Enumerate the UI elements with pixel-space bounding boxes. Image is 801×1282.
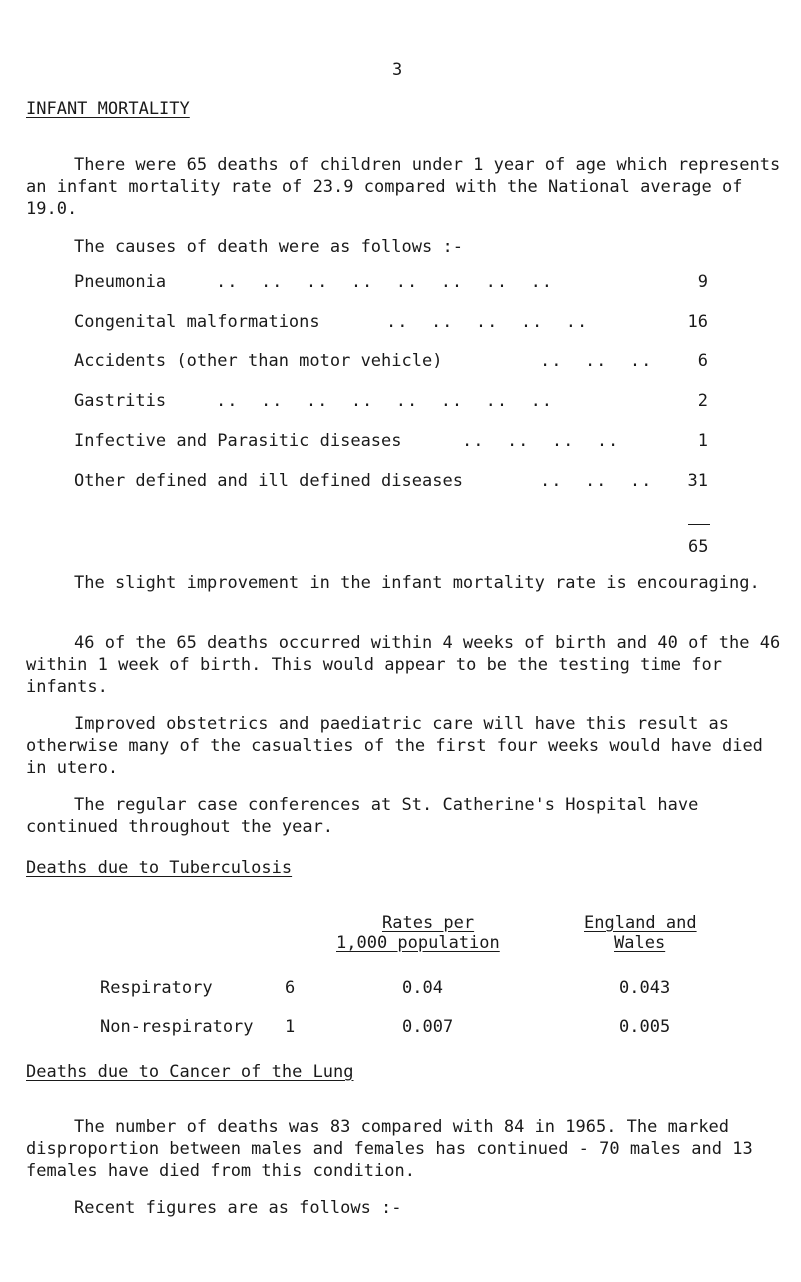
cancer-heading: Deaths due to Cancer of the Lung xyxy=(26,1062,354,1082)
total-rule xyxy=(688,524,710,525)
cause-value: 6 xyxy=(697,351,708,371)
tb-heading: Deaths due to Tuberculosis xyxy=(26,858,293,878)
causes-total: 65 xyxy=(688,537,709,557)
leader-dots: .. .. .. xyxy=(540,471,653,491)
leader-dots: .. .. .. xyxy=(540,351,653,371)
cause-value: 1 xyxy=(697,431,708,451)
cancer-paragraph: The number of deaths was 83 compared with 84 in 1965. The marked disproportion between males and females has continued - 70 males and 13 females have died from this condition. xyxy=(26,1117,753,1181)
row-ew-rate: 0.043 xyxy=(619,978,671,998)
row-label: Non-respiratory xyxy=(100,1017,254,1037)
col-ew-header-2: Wales xyxy=(614,933,666,953)
cause-value: 31 xyxy=(687,471,708,491)
cause-value: 2 xyxy=(697,391,708,411)
row-rate: 0.04 xyxy=(402,978,443,998)
cause-label: Accidents (other than motor vehicle) xyxy=(74,351,443,371)
paragraph-improvement: The slight improvement in the infant mortality rate is encouraging. xyxy=(74,573,760,593)
causes-heading: The causes of death were as follows :- xyxy=(74,237,463,257)
row-label: Respiratory xyxy=(100,978,213,998)
cause-label: Infective and Parasitic diseases xyxy=(74,431,402,451)
cause-label: Congenital malformations xyxy=(74,312,320,332)
row-ew-rate: 0.005 xyxy=(619,1017,671,1037)
col-rates-header-2: 1,000 population xyxy=(336,933,500,953)
leader-dots: .. .. .. .. xyxy=(462,431,620,451)
intro-paragraph: There were 65 deaths of children under 1 year of age which represents an infant mortality rate of 23.9 compared with the National average of 19.0. xyxy=(26,155,781,219)
leader-dots: .. .. .. .. .. .. .. .. xyxy=(216,391,554,411)
col-rates-header: Rates per xyxy=(382,913,475,933)
paragraph-obstetrics: Improved obstetrics and paediatric care will have this result as otherwise many of the casualties of the first four weeks would have died in utero. xyxy=(26,714,763,778)
row-rate: 0.007 xyxy=(402,1017,454,1037)
cause-value: 9 xyxy=(697,272,708,292)
cause-label: Other defined and ill defined diseases xyxy=(74,471,463,491)
paragraph-conferences: The regular case conferences at St. Catherine's Hospital have continued throughout the year. xyxy=(26,795,699,837)
cause-value: 16 xyxy=(687,312,708,332)
leader-dots: .. .. .. .. .. .. .. .. xyxy=(216,272,554,292)
recent-figures-text: Recent figures are as follows :- xyxy=(74,1198,402,1218)
cause-label: Pneumonia xyxy=(74,272,167,292)
paragraph-weeks: 46 of the 65 deaths occurred within 4 weeks of birth and 40 of the 46 within 1 week of birth. This would appear to be the testing time for infants. xyxy=(26,633,781,697)
col-ew-header: England and xyxy=(584,913,697,933)
section-title: INFANT MORTALITY xyxy=(26,99,190,119)
leader-dots: .. .. .. .. .. xyxy=(386,312,589,332)
row-count: 1 xyxy=(285,1017,296,1037)
row-count: 6 xyxy=(285,978,296,998)
page-number: 3 xyxy=(392,60,403,80)
cause-label: Gastritis xyxy=(74,391,167,411)
